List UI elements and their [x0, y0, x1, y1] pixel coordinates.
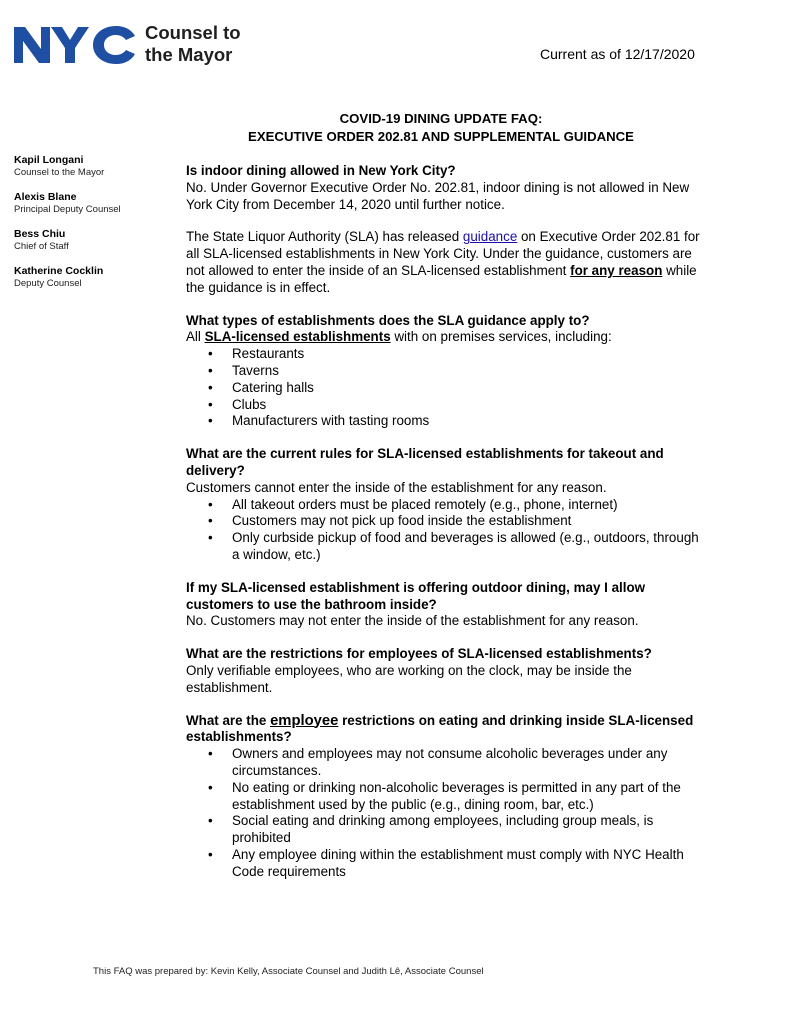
staff-role: Principal Deputy Counsel [14, 204, 121, 215]
emphasis-text: for any reason [570, 262, 663, 278]
answer-text: All [186, 329, 205, 345]
list-item: • Any employee dining within the establishment must comply with NYC Health Code requirements [186, 847, 706, 881]
faq-section-establishment-types [186, 313, 706, 431]
list-item: • Customers may not pick up food inside the establishment [186, 513, 706, 530]
list-item: • No eating or drinking non-alcoholic beverages is permitted in any part of the establishment used by the public (e.g., dining room, bar, etc.) [186, 780, 706, 814]
faq-section-takeout-delivery [186, 446, 706, 564]
current-as-of-date: Current as of 12/17/2020 [540, 46, 695, 62]
faq-question: If my SLA-licensed establishment is offering outdoor dining, may I allow customers to use the bathroom inside? [186, 579, 646, 612]
faq-body [186, 163, 706, 896]
staff-role: Deputy Counsel [14, 278, 82, 289]
footer-credits: This FAQ was prepared by: Kevin Kelly, Associate Counsel and Judith Lê, Associate Counsel [93, 966, 484, 977]
list-item: • Social eating and drinking among employees, including group meals, is prohibited [186, 813, 706, 847]
faq-question: Is indoor dining allowed in New York City? [186, 163, 456, 178]
logo-line-2: the Mayor [145, 44, 233, 65]
faq-answer: Customers cannot enter the inside of the establishment for any reason. [186, 479, 607, 495]
question-text: restrictions on eating and drinking inside SLA-licensed establishments? [186, 712, 694, 745]
answer-text: with on premises services, including: [390, 329, 612, 345]
staff-name: Katherine Cocklin [14, 265, 104, 277]
list-item: • Catering halls [186, 380, 706, 397]
list-item: • Clubs [186, 397, 706, 414]
title-line-2: EXECUTIVE ORDER 202.81 AND SUPPLEMENTAL GUIDANCE [248, 129, 634, 144]
nyc-logo [14, 22, 259, 68]
answer-text: The State Liquor Authority (SLA) has released [186, 229, 463, 245]
list-item: • Manufacturers with tasting rooms [186, 413, 706, 430]
bullet-list [186, 497, 706, 564]
title-line-1: COVID-19 DINING UPDATE FAQ: [339, 111, 543, 126]
staff-sidebar [14, 154, 164, 302]
faq-answer: No. Under Governor Executive Order No. 202.81, indoor dining is not allowed in New York City from December 14, 2020 until further notice. [186, 179, 690, 212]
bullet-list [186, 746, 706, 880]
staff-name: Kapil Longani [14, 154, 84, 166]
staff-name: Bess Chiu [14, 228, 66, 240]
guidance-link[interactable]: guidance [462, 229, 518, 245]
nyc-logo-mark [14, 26, 136, 64]
bullet-list [186, 346, 706, 430]
staff-entry [14, 191, 164, 216]
emphasis-text: SLA-licensed establishments [204, 329, 391, 345]
question-text: What are the [186, 712, 271, 728]
faq-question: What are the restrictions for employees of SLA-licensed establishments? [186, 646, 652, 662]
list-item: • Taverns [186, 363, 706, 380]
logo-title [145, 22, 241, 66]
staff-role: Counsel to the Mayor [14, 167, 105, 178]
list-item: • Owners and employees may not consume alcoholic beverages under any circumstances. [186, 746, 706, 780]
logo-line-1: Counsel to [145, 22, 241, 43]
list-item: • All takeout orders must be placed remotely (e.g., phone, internet) [186, 497, 706, 514]
faq-section-bathroom [186, 580, 706, 630]
faq-answer: Only verifiable employees, who are working on the clock, may be inside the establishment. [186, 662, 632, 695]
answer-text: on Executive Order 202.81 for all SLA-licensed establishments in New York City. Under the guidance, customers are not allowed to enter the inside of an SLA-licensed establishment [186, 229, 700, 278]
faq-answer-sla-guidance [186, 229, 706, 296]
faq-answer: No. Customers may not enter the inside of the establishment for any reason. [186, 613, 639, 629]
staff-role: Chief of Staff [14, 241, 69, 252]
staff-entry [14, 154, 164, 179]
faq-section-employees [186, 646, 706, 696]
list-item: • Restaurants [186, 346, 706, 363]
faq-question: What types of establishments does the SLA guidance apply to? [186, 312, 590, 328]
faq-answer [186, 329, 706, 346]
answer-text: while the guidance is in effect. [186, 262, 697, 295]
list-item: • Only curbside pickup of food and beverages is allowed (e.g., outdoors, through a window, etc.) [186, 530, 706, 564]
faq-question: What are the current rules for SLA-licensed establishments for takeout and delivery? [186, 446, 664, 478]
emphasis-text: employee [270, 712, 339, 729]
faq-question [186, 713, 706, 747]
staff-name: Alexis Blane [14, 191, 77, 203]
staff-entry [14, 265, 164, 290]
document-title [186, 110, 696, 146]
staff-entry [14, 228, 164, 253]
faq-section-indoor-dining [186, 163, 706, 297]
faq-section-employee-eating [186, 713, 706, 881]
